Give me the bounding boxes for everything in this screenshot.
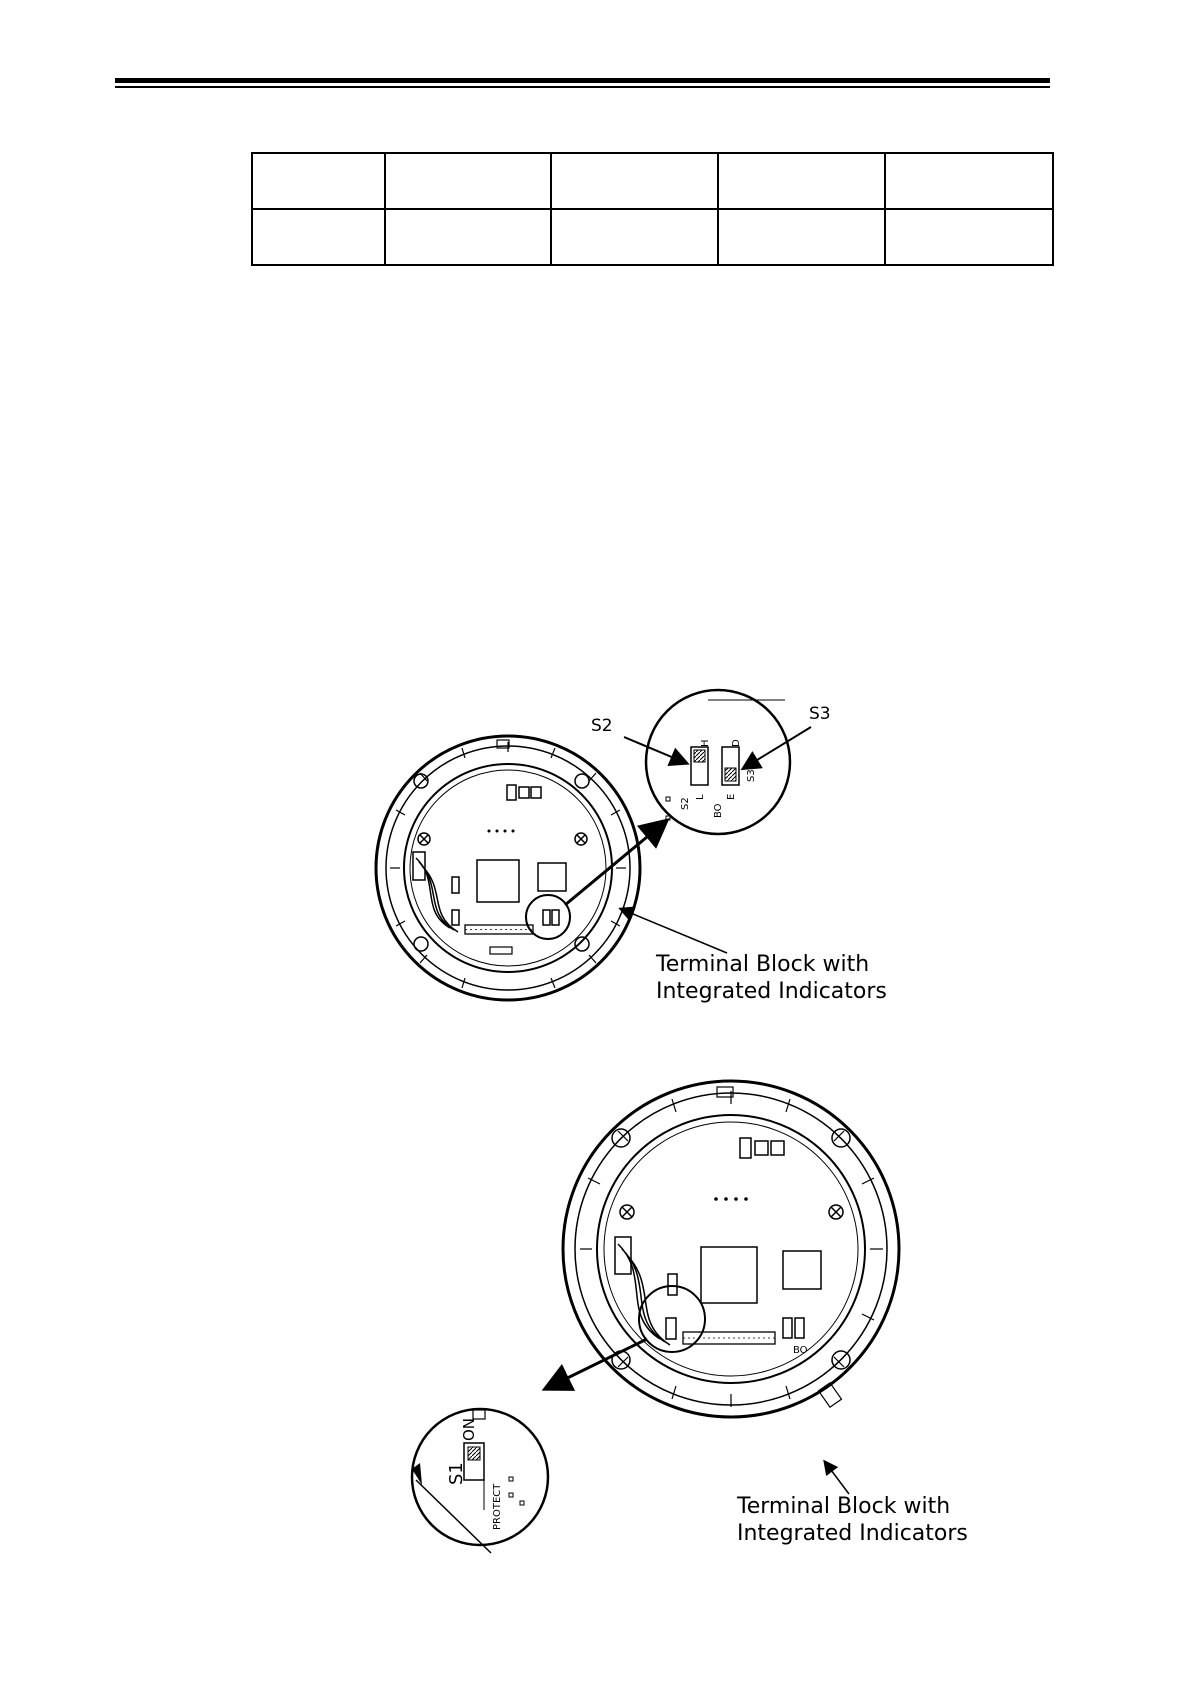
figure1-zoom-arrow — [565, 822, 665, 905]
figure2-dots — [714, 1197, 748, 1201]
figure2-callout-line2: Integrated Indicators — [737, 1521, 968, 1546]
board-bo-label: BO — [793, 1345, 808, 1356]
s2-callout-label: S2 — [591, 716, 613, 736]
figure1-terminal-arrow — [621, 909, 727, 953]
figure2-board — [563, 1081, 899, 1417]
switch-s3-top-label: D — [731, 739, 742, 747]
switch-s1-on-label: ON — [460, 1417, 478, 1441]
s3-callout-label: S3 — [809, 704, 831, 724]
figure1-callout-line2: Integrated Indicators — [656, 979, 887, 1004]
switch-s3-bottom-label: E — [726, 793, 737, 800]
switch-group-label: BO — [713, 803, 724, 818]
figure1-callout-line1: Terminal Block with — [656, 952, 870, 977]
figure1-dots — [488, 830, 515, 833]
switch-s1-protect-label: PROTECT — [492, 1483, 503, 1530]
figure2-terminal-arrow — [825, 1462, 849, 1494]
switch-s2-bottom-label: L — [695, 794, 706, 800]
switch-s2-name-label: S2 — [680, 797, 691, 810]
switch-s3-name-label: S3 — [746, 769, 757, 782]
switch-s1-name-label: S1 — [446, 1462, 467, 1485]
figure2-callout-line1: Terminal Block with — [737, 1494, 951, 1519]
figure2-zoom-arrow — [547, 1339, 647, 1388]
figure2-zoom-detail — [412, 1409, 548, 1553]
figure1-zoom-source — [526, 895, 570, 939]
figure1-board — [376, 736, 640, 1000]
switch-s2-top-label: H — [700, 739, 711, 747]
